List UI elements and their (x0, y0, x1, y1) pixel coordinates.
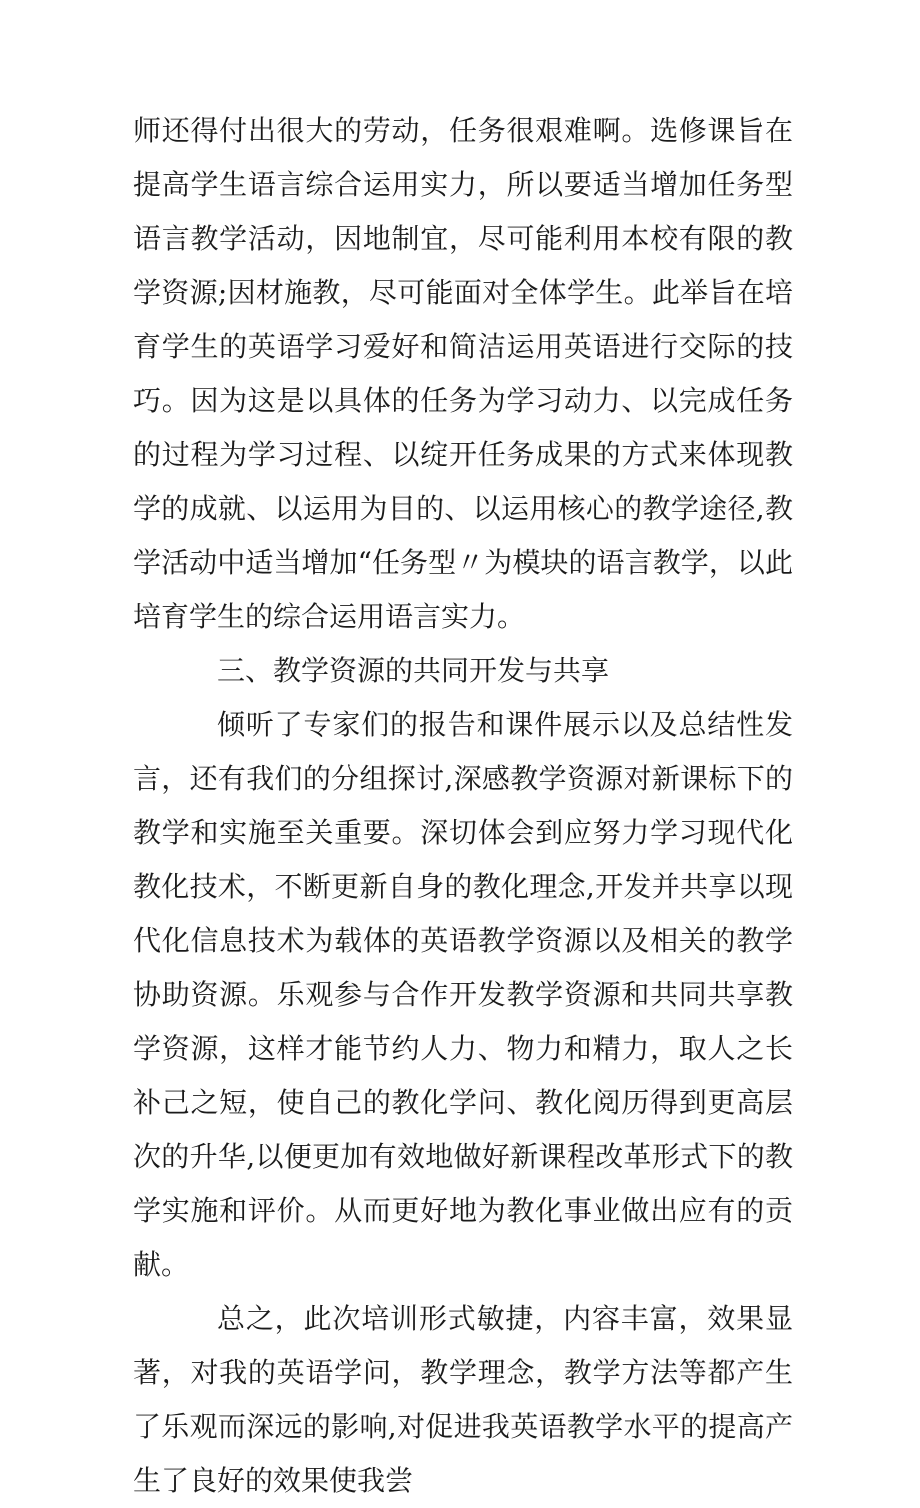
document-body (133, 104, 793, 1508)
paragraph-continuation: 师还得付出很大的劳动，任务很艰难啊。选修课旨在提高学生语言综合运用实力，所以要适当增加任务型语言教学活动，因地制宜，尽可能利用本校有限的教学资源;因材施教，尽可能面对全体学生。此举旨在培育学生的英语学习爱好和简洁运用英语进行交际的技巧。因为这是以具体的任务为学习动力、以完成任务的过程为学习过程、以绽开任务成果的方式来体现教学的成就、以运用为目的、以运用核心的教学途径,教学活动中适当增加“任务型〃为模块的语言教学，以此培育学生的综合运用语言实力。 (133, 114, 793, 633)
section-heading-3: 三、教学资源的共同开发与共享 (217, 654, 610, 687)
paragraph-resources: 倾听了专家们的报告和课件展示以及总结性发言，还有我们的分组探讨,深感教学资源对新课标下的教学和实施至关重要。深切体会到应努力学习现代化教化技术，不断更新自身的教化理念,开发并共享以现代化信息技术为载体的英语教学资源以及相关的教学协助资源。乐观参与合作开发教学资源和共同共享教学资源，这样才能节约人力、物力和精力，取人之长补己之短，使自己的教化学问、教化阅历得到更高层次的升华,以便更加有效地做好新课程改革形式下的教学实施和评价。从而更好地为教化事业做出应有的贡献。 (133, 708, 793, 1281)
paragraph-summary: 总之，此次培训形式敏捷，内容丰富，效果显著，对我的英语学问，教学理念，教学方法等都产生了乐观而深远的影响,对促进我英语教学水平的提高产生了良好的效果使我尝 (133, 1302, 793, 1497)
